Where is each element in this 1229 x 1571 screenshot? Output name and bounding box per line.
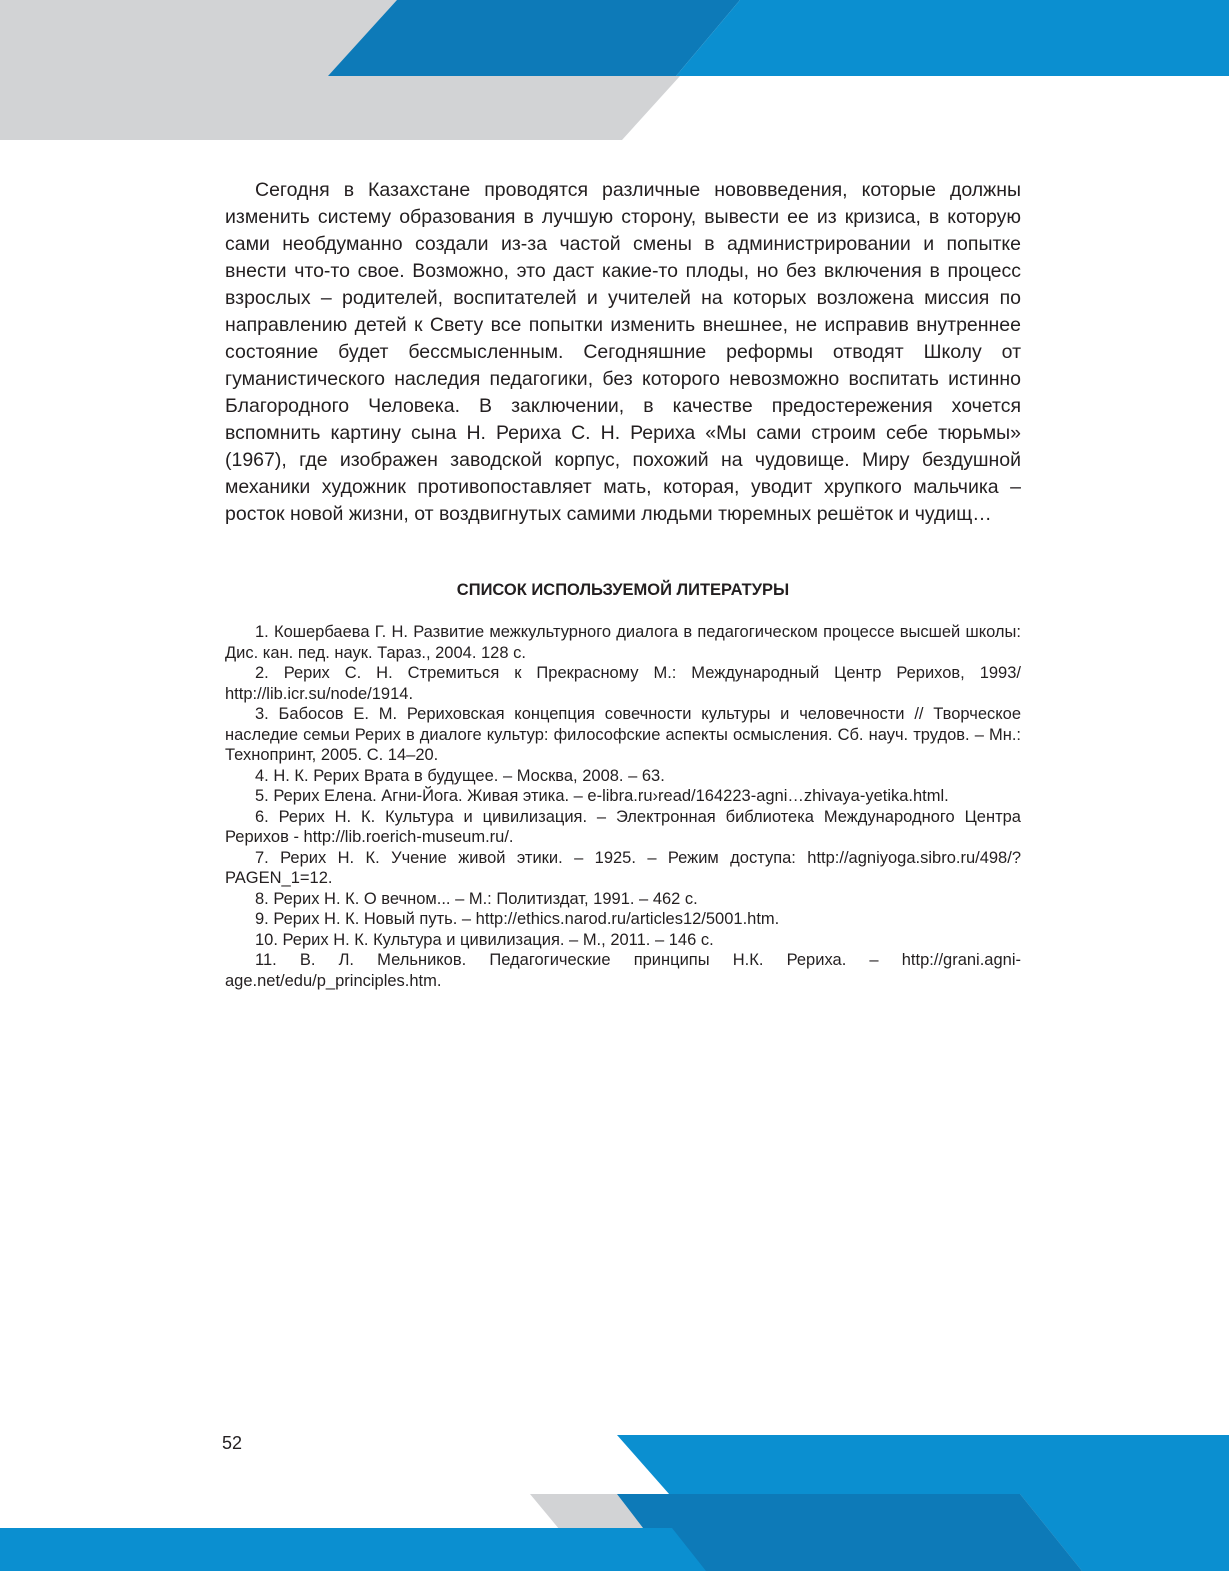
reference-item: 4. Н. К. Рерих Врата в будущее. – Москва, 2008. – 63. xyxy=(255,766,665,785)
article-paragraph: Сегодня в Казахстане проводятся различные нововведения, которые должны изменить систему образования в лучшую сторону, вывести ее из кризиса, в которую сами необдуманно создали из-за частой смены в администрировании и попытке внести что-то свое. Возможно, это даст какие-то плоды, но без включения в процесс взрослых – родителей, воспитателей и учителей на которых возложена миссия по направлению детей к Свету все попытки изменить внешнее, не исправив внутреннее состояние будет бессмысленным. Сегодняшние реформы отводят Школу от гуманистического наследия педагогики, без которого невозможно воспитать истинно Благородного Человека. В заключении, в качестве предостережения хочется вспомнить картину сына Н. Рериха С. Н. Рериха «Мы сами строим себе тюрьмы» (1967), где изображен заводской корпус, похожий на чудовище. Миру бездушной механики художник противопоставляет мать, которая, уводит хрупкого мальчика – росток новой жизни, от воздвигнутых самими людьми тюремных решёток и чудищ… xyxy=(225,179,1021,525)
reference-item: 2. Рерих С. Н. Стремиться к Прекрасному М.: Международный Центр Рерихов, 1993/ http://lib.icr.su/node/1914. xyxy=(225,664,1021,703)
reference-item: 1. Кошербаева Г. Н. Развитие межкультурного диалога в педагогическом процессе высшей школы: Дис. кан. пед. наук. Тараз., 2004. 128 с. xyxy=(225,623,1021,662)
header-dark-blue-stripe xyxy=(328,0,740,76)
reference-item: 8. Рерих Н. К. О вечном... – М.: Политиздат, 1991. – 462 с. xyxy=(255,889,698,908)
reference-item: 5. Рерих Елена. Агни-Йога. Живая этика. – e-libra.ru›read/164223-agni…zhivaya-yetika.html. xyxy=(255,787,949,805)
page-number: 52 xyxy=(222,1433,243,1453)
reference-item: 7. Рерих Н. К. Учение живой этики. – 1925. – Режим доступа: http://agniyoga.sibro.ru/498/?PAGEN_1=12. xyxy=(225,848,1021,887)
footer-bottom-blue-stripe xyxy=(0,1528,706,1571)
reference-item: 11. В. Л. Мельников. Педагогические принципы Н.К. Рериха. – http://grani.agni-age.net/edu/p_principles.htm. xyxy=(225,951,1021,990)
header-blue-band xyxy=(676,0,1229,76)
references-list xyxy=(225,622,1021,991)
reference-item: 6. Рерих Н. К. Культура и цивилизация. – Электронная библиотека Международного Центра Рерихов - http://lib.roerich-museum.ru/. xyxy=(225,807,1021,846)
reference-item: 10. Рерих Н. К. Культура и цивилизация. – М., 2011. – 146 с. xyxy=(255,930,714,949)
references-title: СПИСОК ИСПОЛЬЗУЕМОЙ ЛИТЕРАТУРЫ xyxy=(456,581,790,599)
reference-item: 3. Бабосов Е. М. Рериховская концепция совечности культуры и человечности // Творческое наследие семьи Рерих в диалоге культур: философские аспекты осмысления. Сб. науч. трудов. – Мн.: Технопринт, 2005. С. 14–20. xyxy=(225,705,1021,764)
reference-item: 9. Рерих Н. К. Новый путь. – http://ethics.narod.ru/articles12/5001.htm. xyxy=(255,910,780,928)
